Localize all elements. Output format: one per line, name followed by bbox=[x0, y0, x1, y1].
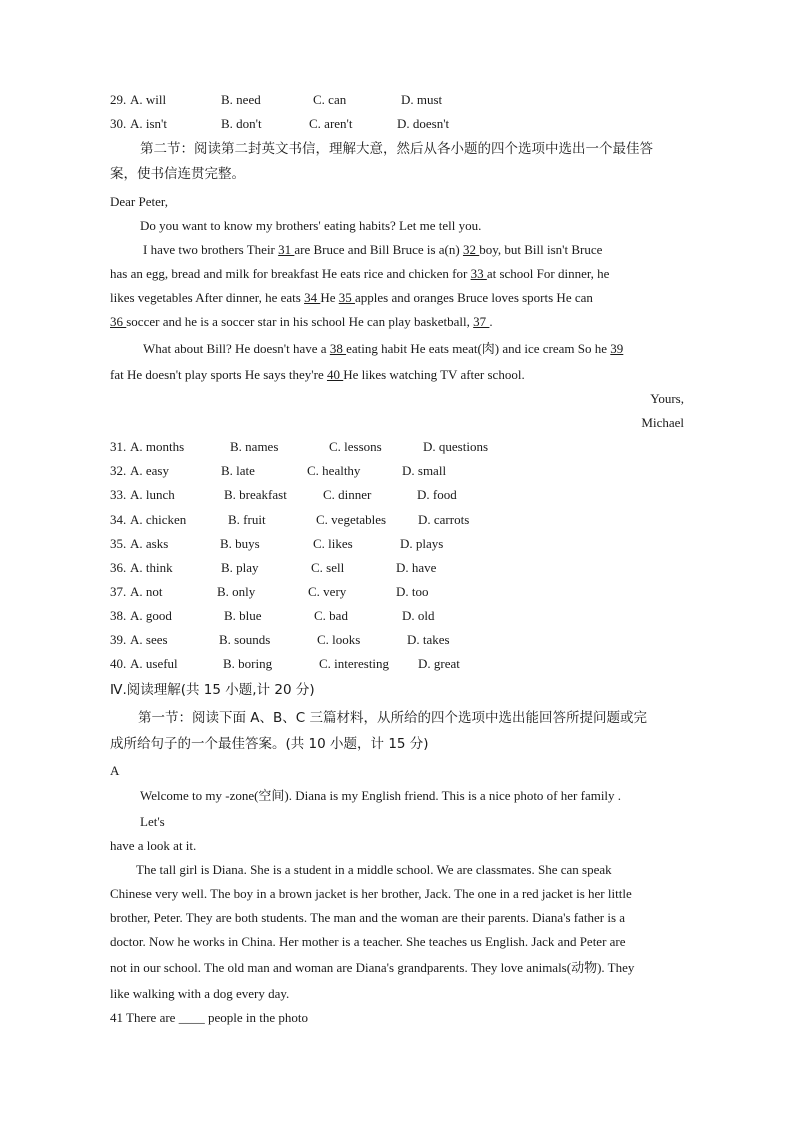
option-c: C. can bbox=[313, 92, 347, 107]
letter-closing: Yours, bbox=[650, 391, 684, 406]
passage-line: Chinese very well. The boy in a brown jacket is her brother, Jack. The one in a red jacket is her little bbox=[110, 886, 632, 901]
option-c: C. vegetables bbox=[316, 512, 387, 527]
option-c: C. looks bbox=[317, 632, 361, 647]
option-d: D. plays bbox=[400, 536, 444, 551]
option-b: B. late bbox=[221, 463, 255, 478]
option-c: C. dinner bbox=[323, 487, 372, 502]
option-c: C. sell bbox=[311, 560, 345, 575]
passage-line: have a look at it. bbox=[110, 838, 197, 853]
option-a: A. lunch bbox=[130, 487, 175, 502]
blank-33: 33 bbox=[470, 266, 487, 281]
question-number: 38. bbox=[110, 608, 127, 623]
option-d: D. small bbox=[402, 463, 447, 478]
option-d: D. must bbox=[401, 92, 443, 107]
option-a: A. will bbox=[130, 92, 167, 107]
option-a: A. not bbox=[130, 584, 163, 599]
option-c: C. lessons bbox=[329, 439, 382, 454]
letter-p2-line-3: likes vegetables After dinner, he eats 34 He 35 apples and oranges Bruce loves sports He can bbox=[110, 290, 593, 305]
blank-38: 38 bbox=[329, 341, 347, 356]
option-d: D. too bbox=[396, 584, 429, 599]
section-heading: 第二节：阅读第二封英文书信，理解大意，然后从各小题的四个选项中选出一个最佳答 bbox=[140, 141, 653, 157]
passage-line: doctor. Now he works in China. Her mother is a teacher. She teaches us English. Jack and Peter are bbox=[110, 934, 626, 949]
question-number: 40. bbox=[110, 656, 127, 671]
blank-39: 39 bbox=[610, 341, 624, 356]
letter-p2-line-1: I have two brothers Their 31 are Bruce and Bill Bruce is a(n) 32 boy, but Bill isn't Bruce bbox=[143, 242, 603, 257]
letter-salutation: Dear Peter, bbox=[110, 194, 168, 209]
blank-32: 32 bbox=[462, 242, 480, 257]
question-number: 37. bbox=[110, 584, 127, 599]
question-number: 34. bbox=[110, 512, 127, 527]
part-intro: 第一节：阅读下面 A、B、C 三篇材料，从所给的四个选项中选出能回答所提问题或完 bbox=[138, 710, 648, 726]
passage-label: A bbox=[110, 763, 120, 778]
part-heading: Ⅳ.阅读理解(共 15 小题,计 20 分) bbox=[110, 682, 315, 698]
section-heading-cont: 案，使书信连贯完整。 bbox=[110, 166, 245, 182]
option-b: B. boring bbox=[223, 656, 273, 671]
passage-line: brother, Peter. They are both students. The man and the woman are their parents. Diana's father is a bbox=[110, 910, 626, 925]
option-d: D. old bbox=[402, 608, 435, 623]
option-a: A. chicken bbox=[130, 512, 187, 527]
option-b: B. need bbox=[221, 92, 261, 107]
option-c: C. aren't bbox=[309, 116, 353, 131]
option-c: C. interesting bbox=[319, 656, 390, 671]
option-a: A. think bbox=[130, 560, 173, 575]
option-a: A. useful bbox=[130, 656, 178, 671]
question-number: 33. bbox=[110, 487, 127, 502]
letter-signature: Michael bbox=[641, 415, 684, 430]
question-number: 30. bbox=[110, 116, 127, 131]
letter-paragraph-1: Do you want to know my brothers' eating habits? Let me tell you. bbox=[140, 218, 482, 233]
letter-p3-line-1: What about Bill? He doesn't have a 38 eating habit He eats meat(肉) and ice cream So he 39 bbox=[143, 341, 624, 356]
option-a: A. asks bbox=[130, 536, 169, 551]
option-d: D. great bbox=[418, 656, 460, 671]
question-number: 39. bbox=[110, 632, 127, 647]
option-b: B. don't bbox=[221, 116, 262, 131]
blank-34: 34 bbox=[304, 290, 321, 305]
blank-37: 37 bbox=[473, 314, 490, 329]
passage-line: like walking with a dog every day. bbox=[110, 986, 290, 1001]
passage-line: Welcome to my -zone(空间). Diana is my English friend. This is a nice photo of her family . bbox=[140, 788, 622, 803]
option-b: B. sounds bbox=[219, 632, 271, 647]
part-intro-cont: 成所给句子的一个最佳答案。(共 10 小题，计 15 分) bbox=[110, 736, 429, 752]
option-b: B. only bbox=[217, 584, 256, 599]
passage-line: The tall girl is Diana. She is a student in a middle school. We are classmates. She can speak bbox=[136, 862, 612, 877]
option-d: D. takes bbox=[407, 632, 450, 647]
option-b: B. buys bbox=[220, 536, 260, 551]
option-c: C. likes bbox=[313, 536, 353, 551]
option-d: D. have bbox=[396, 560, 437, 575]
question-number: 35. bbox=[110, 536, 127, 551]
option-a: A. sees bbox=[130, 632, 168, 647]
letter-p2-line-4: 36 soccer and he is a soccer star in his school He can play basketball, 37 . bbox=[110, 314, 493, 329]
blank-40: 40 bbox=[326, 367, 344, 382]
option-c: C. very bbox=[308, 584, 347, 599]
option-a: A. isn't bbox=[130, 116, 168, 131]
letter-p3-line-2: fat He doesn't play sports He says they're 40 He likes watching TV after school. bbox=[110, 367, 525, 382]
option-d: D. carrots bbox=[418, 512, 470, 527]
option-c: C. healthy bbox=[307, 463, 361, 478]
question-number: 29. bbox=[110, 92, 127, 107]
option-a: A. easy bbox=[130, 463, 169, 478]
blank-36: 36 bbox=[110, 314, 127, 329]
blank-35: 35 bbox=[338, 290, 355, 305]
option-d: D. questions bbox=[423, 439, 488, 454]
option-b: B. names bbox=[230, 439, 279, 454]
blank-31: 31 bbox=[278, 242, 295, 257]
option-d: D. doesn't bbox=[397, 116, 450, 131]
option-a: A. good bbox=[130, 608, 172, 623]
option-b: B. fruit bbox=[228, 512, 266, 527]
option-b: B. play bbox=[221, 560, 259, 575]
question-number: 31. bbox=[110, 439, 127, 454]
option-b: B. blue bbox=[224, 608, 262, 623]
option-b: B. breakfast bbox=[224, 487, 287, 502]
passage-line: not in our school. The old man and woman are Diana's grandparents. They love animals(动物). They bbox=[110, 960, 635, 975]
option-d: D. food bbox=[417, 487, 457, 502]
question-number: 32. bbox=[110, 463, 127, 478]
passage-line: Let's bbox=[140, 814, 165, 829]
option-a: A. months bbox=[130, 439, 185, 454]
question-41: 41 There are ____ people in the photo bbox=[110, 1010, 308, 1025]
question-number: 36. bbox=[110, 560, 127, 575]
option-c: C. bad bbox=[314, 608, 348, 623]
letter-p2-line-2: has an egg, bread and milk for breakfast He eats rice and chicken for 33 at school For dinner, he bbox=[110, 266, 610, 281]
